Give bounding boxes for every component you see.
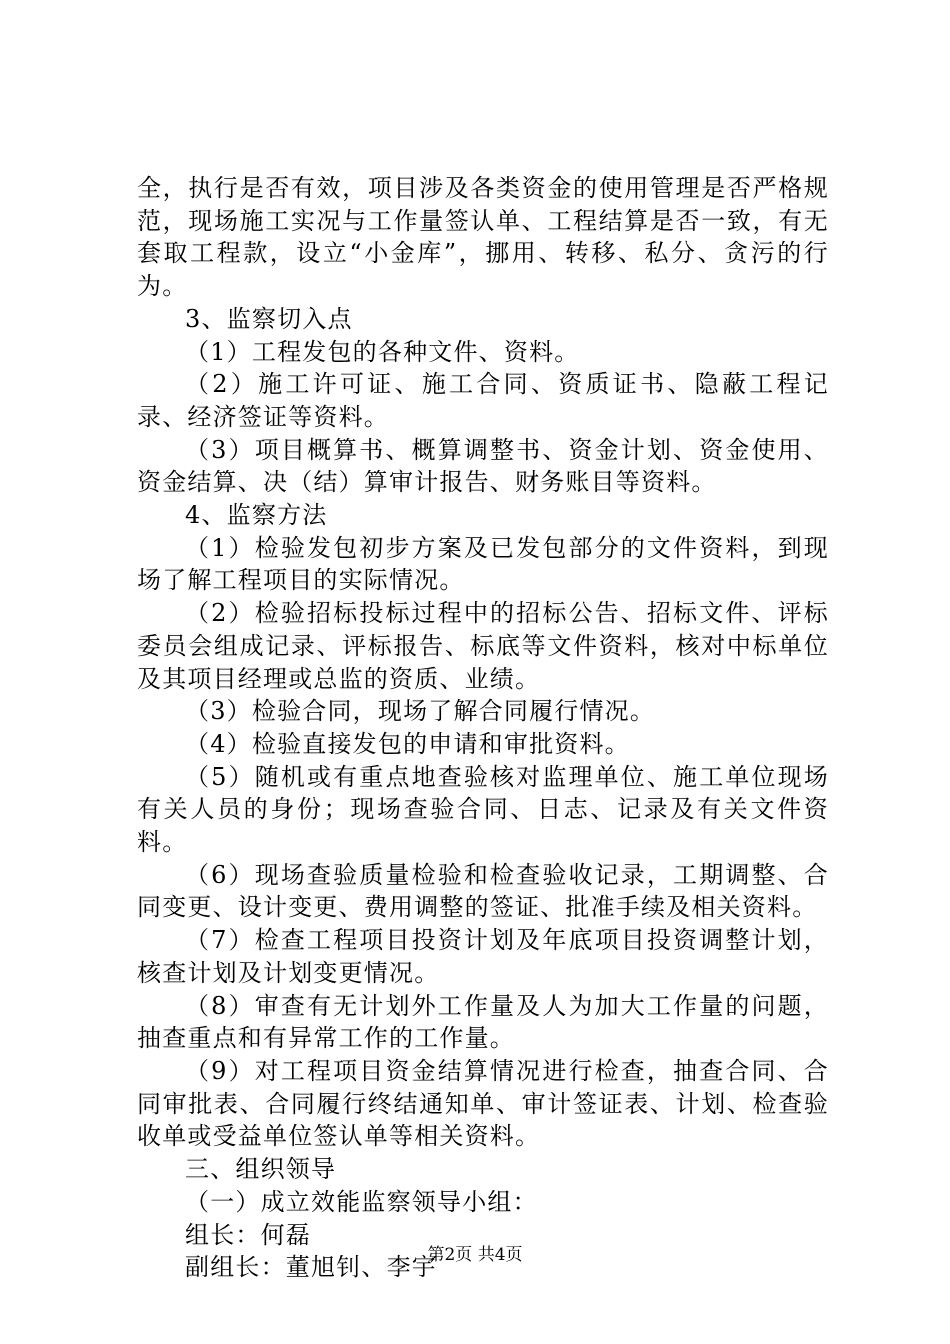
list-item: （5）随机或有重点地查验核对监理单位、施工单位现场有关人员的身份；现场查验合同、日志、记录及有关文件资料。	[137, 762, 829, 857]
list-item: （6）现场查验质量检验和检查验收记录，工期调整、合同变更、设计变更、费用调整的签证、批准手续及相关资料。	[137, 860, 829, 922]
sub-heading-leading-group: （一）成立效能监察领导小组：	[185, 1187, 538, 1216]
list-item: （7）检查工程项目投资计划及年底项目投资调整计划，核查计划及计划变更情况。	[137, 926, 829, 987]
heading-organization-leadership: 三、组织领导	[185, 1155, 337, 1184]
list-item: （1）工程发包的各种文件、资料。	[185, 337, 580, 366]
list-item: （2）施工许可证、施工合同、资质证书、隐蔽工程记录、经济签证等资料。	[137, 370, 829, 431]
group-leader: 组长：何磊	[185, 1220, 311, 1249]
paragraph-continuation: 全，执行是否有效，项目涉及各类资金的使用管理是否严格规范，现场施工实况与工作量签认单、工程结算是否一致，有无套取工程款，设立“小金库”，挪用、转移、私分、贪污的行为。	[137, 174, 829, 301]
list-item: （3）项目概算书、概算调整书、资金计划、资金使用、资金结算、决（结）算审计报告、财务账目等资料。	[137, 435, 829, 497]
list-item: （1）检验发包初步方案及已发包部分的文件资料，到现场了解工程项目的实际情况。	[137, 533, 829, 595]
list-item: （8）审查有无计划外工作量及人为加大工作量的问题，抽查重点和有异常工作的工作量。	[137, 991, 829, 1053]
deputy-group-leader: 副组长：董旭钊、李宇	[185, 1253, 437, 1282]
list-item: （3）检验合同，现场了解合同履行情况。	[185, 697, 656, 726]
list-item: （4）检验直接发包的申请和审批资料。	[185, 729, 630, 758]
list-item: （9）对工程项目资金结算情况进行检查，抽查合同、合同审批表、合同履行终结通知单、审计签证表、计划、检查验收单或受益单位签认单等相关资料。	[137, 1056, 829, 1151]
heading-inspection-methods: 4、监察方法	[185, 501, 328, 530]
list-item: （2）检验招标投标过程中的招标公告、招标文件、评标委员会组成记录、评标报告、标底等文件资料，核对中标单位及其项目经理或总监的资质、业绩。	[137, 599, 829, 693]
body-text	[137, 172, 829, 1284]
page-number-footer: 第2页 共4页	[427, 1245, 523, 1265]
heading-inspection-entry-points: 3、监察切入点	[185, 304, 353, 333]
